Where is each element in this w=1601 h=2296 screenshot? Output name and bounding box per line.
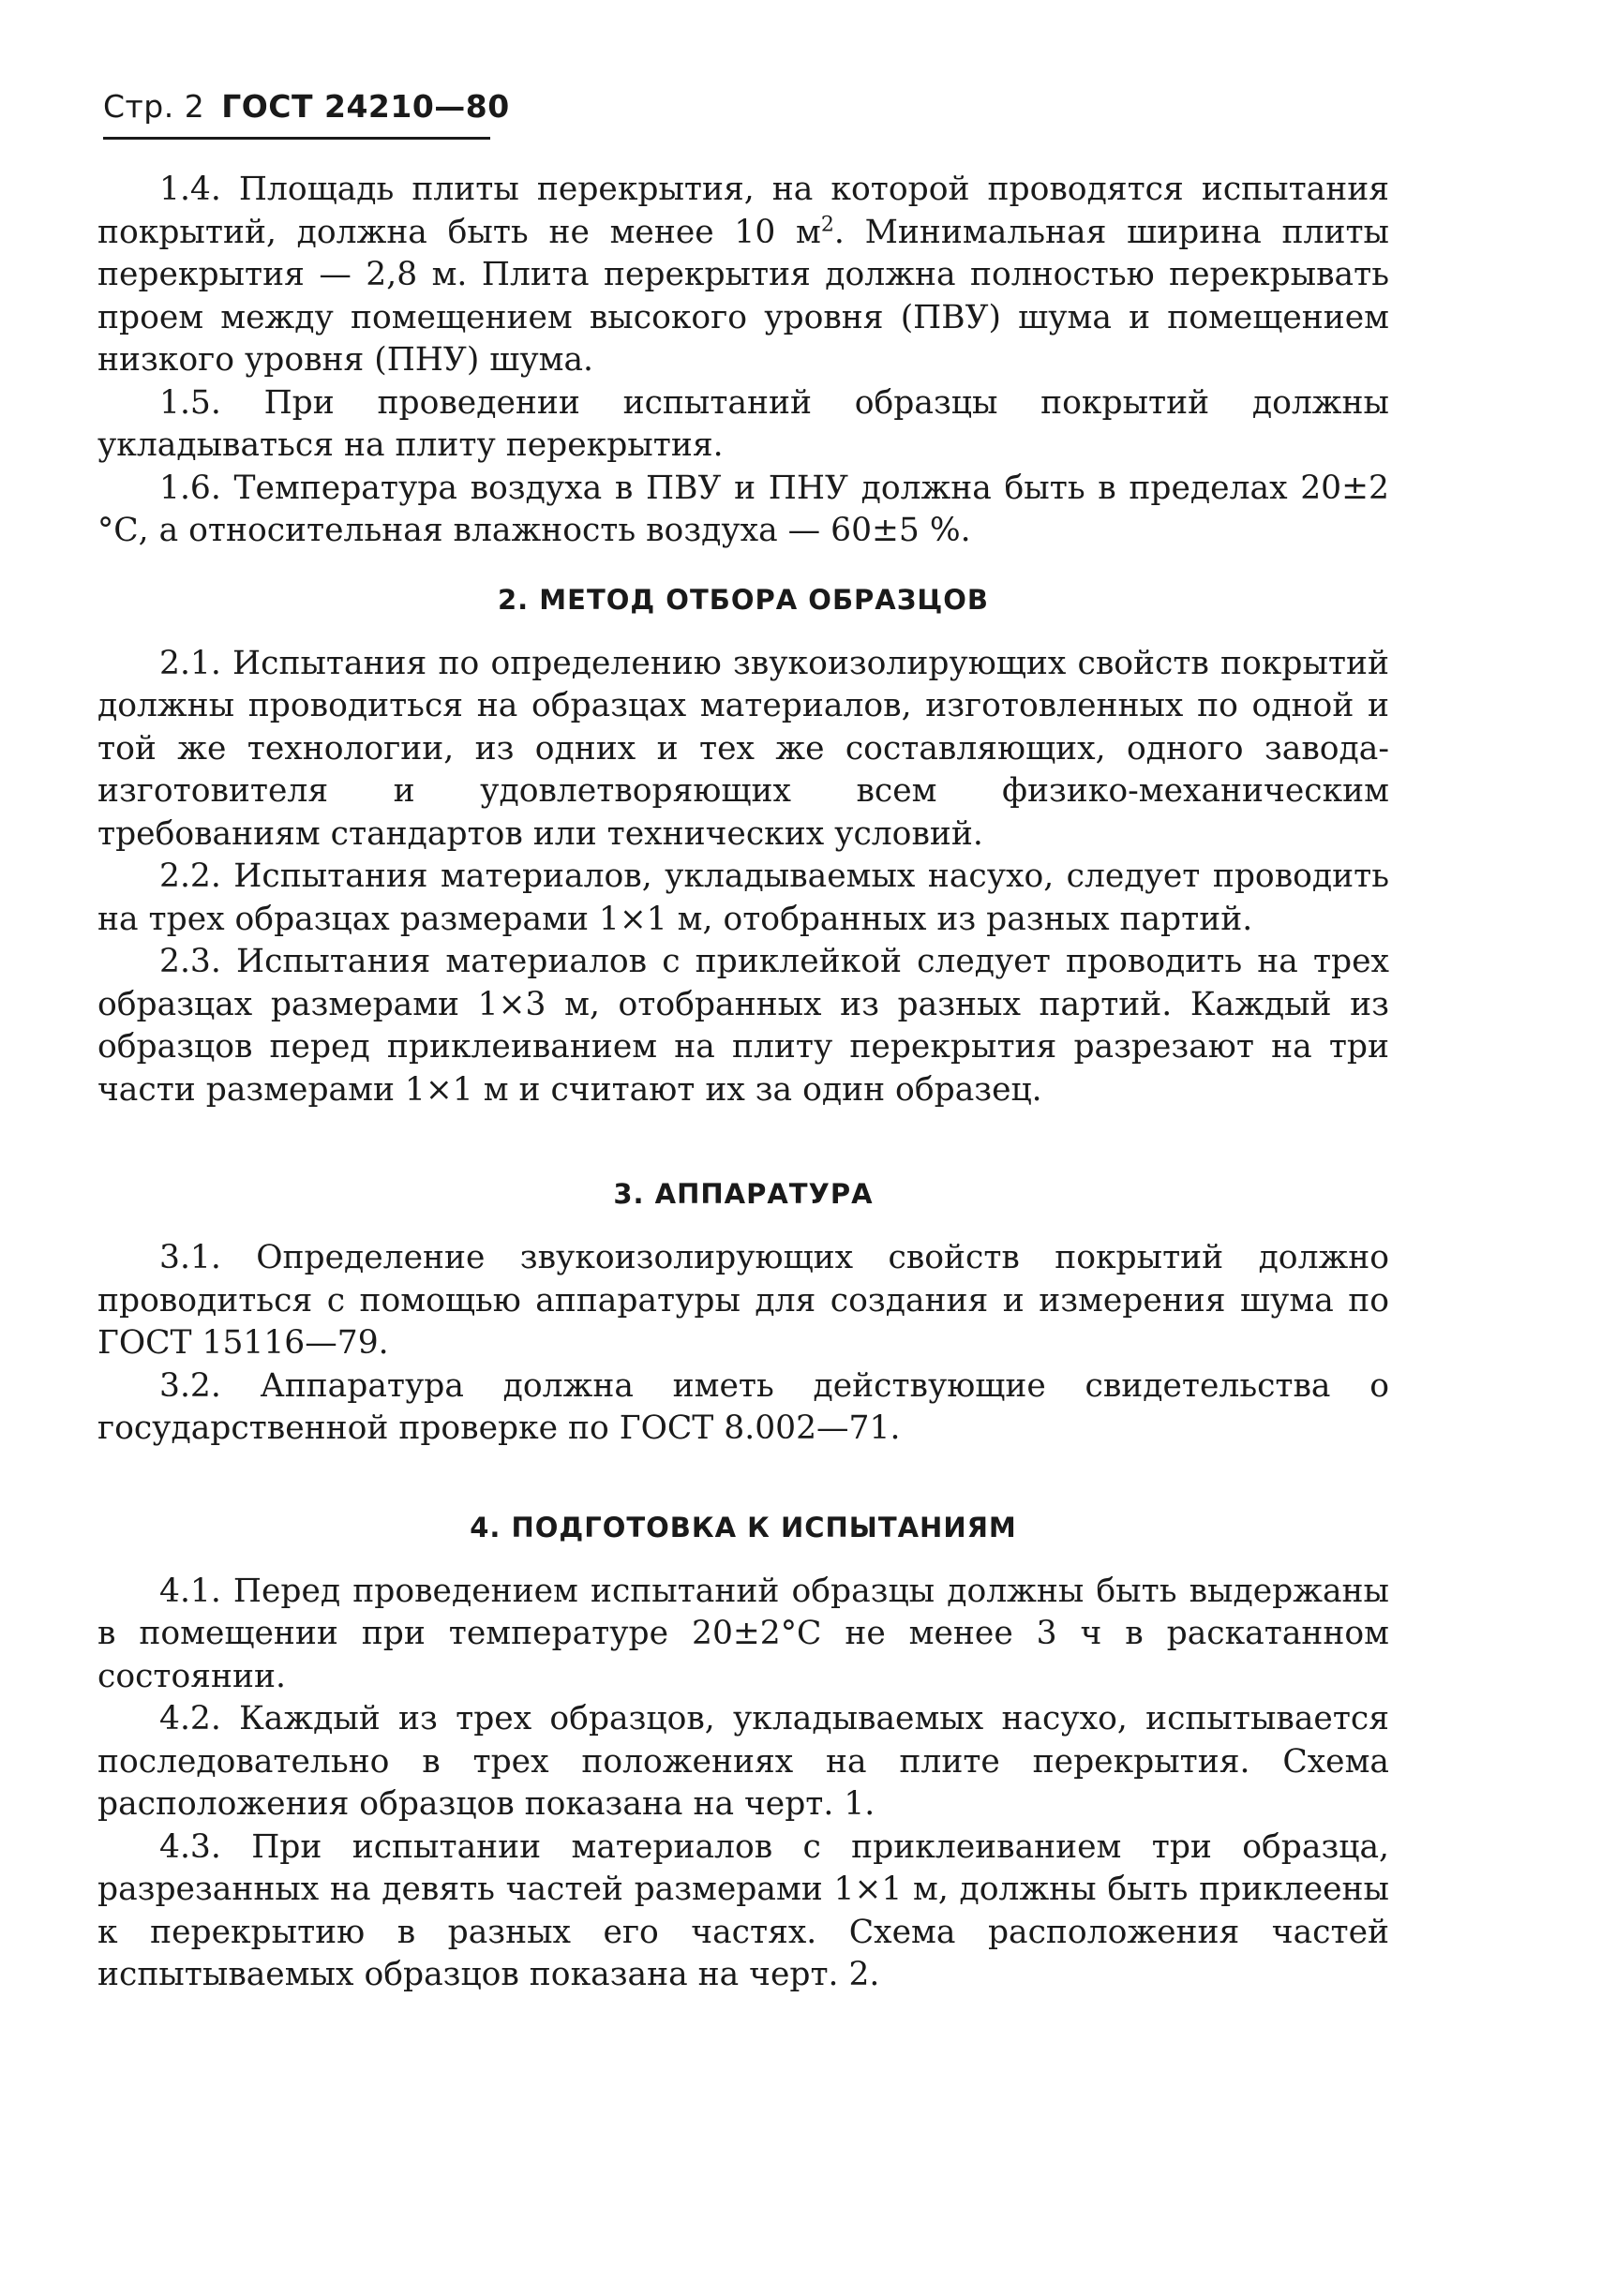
paragraph-1-4-text: 1.4. Площадь плиты перекрытия, на которой проводятся испытания покрытий, должна быть не менее 10 м bbox=[97, 171, 1389, 251]
page-number: Стр. 2 bbox=[103, 88, 205, 125]
running-header bbox=[103, 88, 510, 125]
paragraph-4-3: 4.3. При испытании материалов с приклеиванием три образца, разрезанных на девять частей размерами 1×1 м, должны быть приклеены к перекрытию в разных его частях. Схема расположения частей испытываемых образцов показана на черт. 2. bbox=[97, 1827, 1389, 1993]
paragraph-1-5: 1.5. При проведении испытаний образцы покрытий должны укладываться на плиту перекрытия. bbox=[97, 383, 1389, 464]
paragraph-1-4-text-cont: . Минимальная ширина плиты перекрытия — 2,8 м. Плита перекрытия должна полностью перекрывать проем между помещением высокого уровня (ПВУ) шума и помещением низкого уровня (ПНУ) шума. bbox=[97, 213, 1389, 379]
section-4-title: 4. ПОДГОТОВКА К ИСПЫТАНИЯМ bbox=[470, 1511, 1017, 1543]
paragraph-4-2: 4.2. Каждый из трех образцов, укладываемых насухо, испытывается последовательно в трех положениях на плите перекрытия. Схема расположения образцов показана на черт. 1. bbox=[97, 1700, 1389, 1823]
document-body bbox=[97, 169, 1389, 1997]
paragraph-2-1: 2.1. Испытания по определению звукоизолирующих свойств покрытий должны проводиться на образцах материалов, изготовленных по одной и той же технологии, из одних и тех же составляющих, одного завода-изготовителя и удовлетворяющих всем физико-механическим требованиям стандартов или технических условий. bbox=[97, 644, 1389, 853]
section-2-title: 2. МЕТОД ОТБОРА ОБРАЗЦОВ bbox=[497, 583, 990, 616]
paragraph-3-2: 3.2. Аппаратура должна иметь действующие свидетельства о государственной проверке по ГОСТ 8.002—71. bbox=[97, 1366, 1389, 1447]
standard-designation: ГОСТ 24210—80 bbox=[221, 88, 510, 125]
paragraph-2-3: 2.3. Испытания материалов с приклейкой следует проводить на трех образцах размерами 1×3 м, отобранных из разных партий. Каждый из образцов перед приклеиванием на плиту перекрытия разрезают на три части размерами 1×1 м и считают их за один образец. bbox=[97, 943, 1389, 1109]
paragraph-2-2: 2.2. Испытания материалов, укладываемых насухо, следует проводить на трех образцах размерами 1×1 м, отобранных из разных партий. bbox=[97, 857, 1389, 938]
section-3-title: 3. АППАРАТУРА bbox=[613, 1178, 874, 1210]
paragraph-4-1: 4.1. Перед проведением испытаний образцы должны быть выдержаны в помещении при температуре 20±2°С не менее 3 ч в раскатанном состоянии. bbox=[97, 1572, 1389, 1695]
header-rule bbox=[103, 137, 490, 140]
superscript: 2 bbox=[820, 213, 834, 236]
paragraph-1-6: 1.6. Температура воздуха в ПВУ и ПНУ должна быть в пределах 20±2 °С, а относительная влажность воздуха — 60±5 %. bbox=[97, 469, 1389, 549]
paragraph-3-1: 3.1. Определение звукоизолирующих свойств покрытий должно проводиться с помощью аппаратуры для создания и измерения шума по ГОСТ 15116—79. bbox=[97, 1239, 1389, 1362]
paragraph-1-4 bbox=[97, 169, 1389, 382]
